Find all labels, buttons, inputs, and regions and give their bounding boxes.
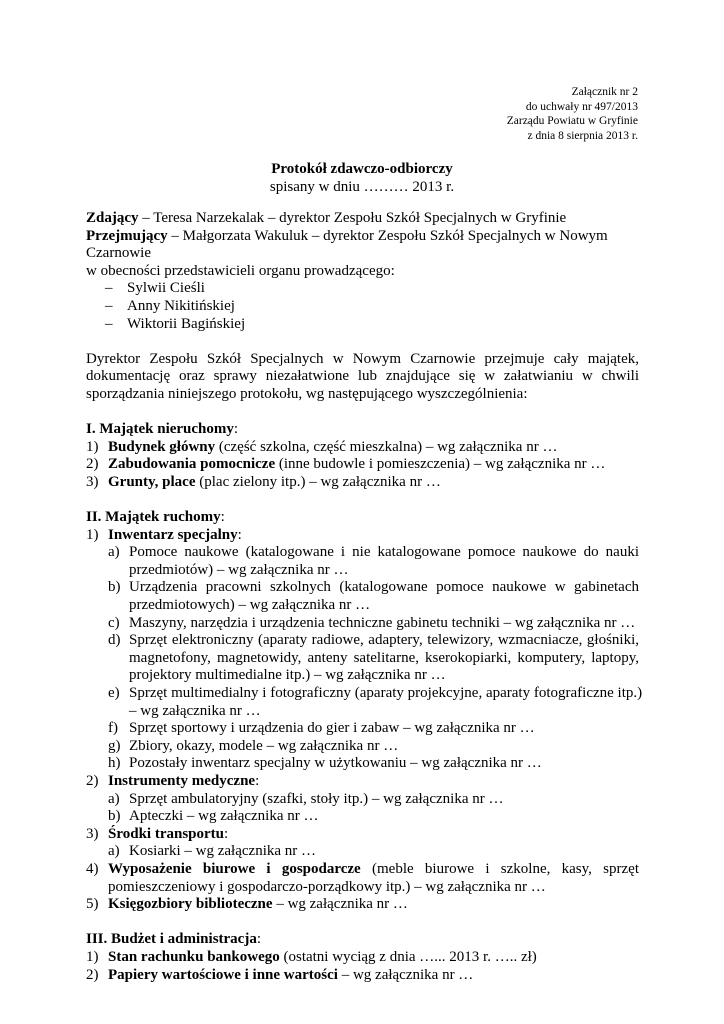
person-name: Wiktorii Bagińskiej [127,315,246,332]
list-item [86,474,639,492]
sub-letter: b) [108,808,121,825]
sub-letter: d) [108,632,121,649]
list-item [86,456,639,474]
sub-letter: a) [108,790,120,807]
sub-text: Urządzenia pracowni szkolnych (katalogowane pomoce naukowe w gabinetach [129,579,639,596]
dash-bullet: – [105,315,113,332]
item-number: 1) [86,526,99,543]
sub-text: – wg załącznika nr … [129,702,261,719]
sub-item [86,843,639,861]
sub-letter: g) [108,737,121,754]
item-title: Zabudowania pomocnicze [108,456,276,473]
zdajacy-line [86,210,639,228]
document-body [86,210,643,984]
item-number: 5) [86,896,99,913]
item-text: (plac zielony itp.) – wg załącznika nr … [195,473,441,490]
colon: : [220,509,225,526]
sub-text: Pozostały inwentarz specjalny w użytkowaniu – wg załącznika nr … [129,755,542,772]
sub-text: Sprzęt ambulatoryjny (szafki, stoły itp.) – wg załącznika nr … [129,790,504,807]
item-number: 1) [86,948,99,965]
sub-letter: e) [108,685,120,702]
colon: : [256,931,262,948]
list-item [86,826,639,844]
section-1-title: I. Majątek nieruchomy [86,421,234,438]
item-title: Księgozbiory biblioteczne [108,896,273,913]
section-2-title: II. Majątek ruchomy [86,509,221,526]
person-name: Sylwii Cieśli [127,280,205,297]
sub-text: projektory multimedialne itp.) – wg załącznika nr … [129,667,446,684]
sub-item [86,720,639,738]
item-text: – wg załącznika nr … [272,896,408,913]
item-number: 3) [86,473,99,490]
zdajacy-text: – Teresa Narzekalak – dyrektor Zespołu Szkół Specjalnych w Gryfinie [138,210,567,226]
list-item [86,527,639,545]
item-title: Grunty, place [108,473,196,490]
title-main: Protokół zdawczo-odbiorczy [271,161,453,177]
person-name: Anny Nikitińskiej [127,297,235,314]
list-item [86,439,639,457]
person-item [86,316,639,334]
section-heading [86,509,639,527]
item-title: Instrumenty medyczne [108,773,256,789]
sub-text: Pomoce naukowe (katalogowane i nie katalogowane pomoce naukowe do nauki [129,544,639,561]
sub-item [86,791,639,809]
list-item [86,967,639,985]
sub-item [86,755,639,773]
item-line [108,861,639,879]
intro-line: dokumentację oraz sprawy niezałatwione lub znajdujące się w załatwianiu w chwili [86,368,639,385]
przejmujacy-text: – Małgorzata Wakuluk – dyrektor Zespołu Szkół Specjalnych w Nowym [167,227,608,244]
sub-item [86,685,643,720]
item-title: Środki transportu [108,825,225,842]
item-title: Wyposażenie biurowe i gospodarcze [108,860,361,877]
colon: : [233,421,239,438]
item-number: 3) [86,825,99,842]
przejmujacy-label: Przejmujący [86,227,168,244]
item-title: Budynek główny [108,438,216,455]
item-text: – wg załącznika nr … [337,966,474,983]
list-item [86,861,639,896]
presence-line: w obecności przedstawicieli organu prowadzącego: [86,262,395,279]
sub-item [86,632,639,685]
przejmujacy-line [86,228,639,246]
zdajacy-label: Zdający [86,210,139,226]
list-item [86,949,639,967]
sub-item [86,615,639,633]
section-3-title: III. Budżet i administracja [86,931,257,948]
sub-letter: f) [108,720,118,737]
sub-text: Zbiory, okazy, modele – wg załącznika nr … [129,737,399,754]
document-title [0,160,724,196]
person-item [86,280,639,298]
colon: : [237,526,242,543]
dash-bullet: – [105,280,113,297]
sub-item [86,544,639,579]
sub-text: Sprzęt elektroniczny (aparaty radiowe, adaptery, telewizory, wzmacniacze, głośniki, [129,632,639,649]
header-line: z dnia 8 sierpnia 2013 r. [527,129,638,142]
sub-text: Apteczki – wg załącznika nr … [129,808,319,825]
sub-text: przedmiotowych) – wg załącznika nr … [129,597,371,614]
sub-text: Sprzęt sportowy i urządzenia do gier i zabaw – wg załącznika nr … [129,720,535,737]
sub-text: Maszyny, narzędzia i urządzenia techniczne gabinetu techniki – wg załącznika nr … [129,614,636,631]
sub-letter: c) [108,614,120,631]
colon: : [224,825,229,842]
attachment-header [507,85,638,143]
item-title: Stan rachunku bankowego [108,948,280,965]
sub-text: przedmiotów) – wg załącznika nr … [129,561,349,578]
item-text: (część szkolna, część mieszkalna) – wg załącznika nr … [215,438,558,455]
sub-text: Sprzęt multimedialny i fotograficzny (aparaty projekcyjne, aparaty fotograficzne itp.) [129,685,643,702]
header-line: Załącznik nr 2 [571,86,638,98]
item-text: (inne budowle i pomieszczenia) – wg załącznika nr … [275,456,606,473]
intro-line: sporządzania niniejszego protokołu, wg następującego wyszczególnienia: [86,385,528,402]
item-number: 4) [86,860,99,877]
section-heading [86,931,639,949]
header-line: do uchwały nr 497/2013 [525,100,638,113]
sub-letter: h) [108,755,121,772]
item-title: Papiery wartościowe i inne wartości [108,966,338,983]
colon: : [255,773,260,789]
sub-item [86,579,639,614]
header-line: Zarządu Powiatu w Gryfinie [506,115,638,127]
item-number: 2) [86,966,99,983]
dash-bullet: – [105,297,113,314]
list-item [86,896,639,914]
item-number: 2) [86,773,99,789]
sub-item [86,738,639,756]
item-text: pomieszczeniowy i gospodarczo-porządkowy itp.) – wg załącznika nr … [108,878,546,895]
item-number: 1) [86,438,99,455]
section-heading [86,421,639,439]
intro-line: Dyrektor Zespołu Szkół Specjalnych w Nowym Czarnowie przejmuje cały majątek, [86,350,639,367]
sub-text: magnetofony, magnetowidy, anteny satelitarne, kserokopiarki, komputery, laptopy, [129,649,639,666]
sub-letter: a) [108,843,120,860]
title-sub: spisany w dniu ……… 2013 r. [269,179,455,195]
przejmujacy-cont: Czarnowie [86,245,151,262]
list-item [86,773,639,791]
sub-text: Kosiarki – wg załącznika nr … [129,843,317,860]
item-text: (meble biurowe i szkolne, kasy, sprzęt [360,860,639,877]
item-title: Inwentarz specjalny [108,526,238,543]
item-text: (ostatni wyciąg z dnia …... 2013 r. ….. zł) [279,948,537,965]
sub-item [86,808,639,826]
sub-letter: b) [108,579,121,596]
person-item [86,298,639,316]
sub-letter: a) [108,544,120,561]
item-number: 2) [86,456,99,473]
